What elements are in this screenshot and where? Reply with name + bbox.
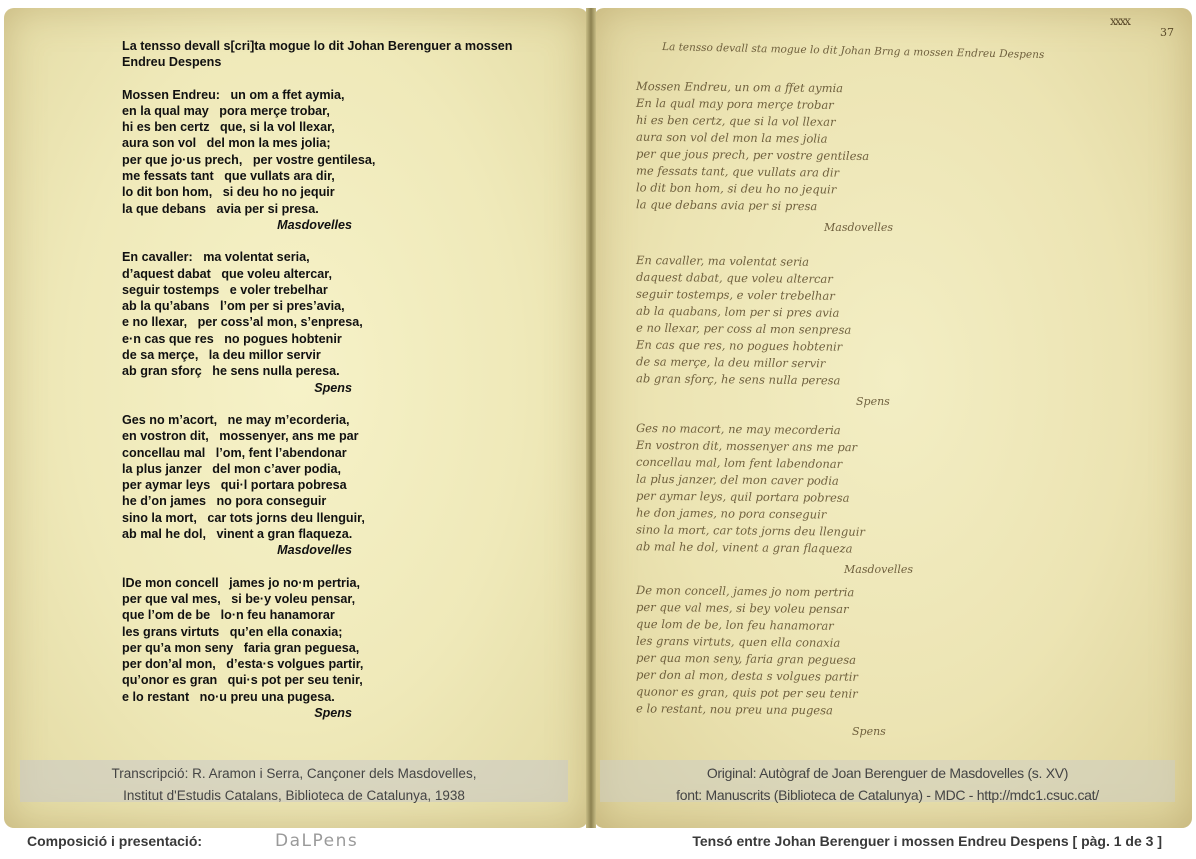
credit-line: Original: Autògraf de Joan Berenguer de Masdovelles (s. XV): [706, 765, 1069, 781]
stanza-4: [122, 575, 552, 722]
verse-line: per qu’a mon seny faria gran peguesa,: [122, 640, 360, 655]
manuscript-line: que lom de be, lon feu hanamorar: [635, 616, 834, 633]
verse-line: En cavaller: ma volentat seria,: [122, 250, 310, 265]
verse-line: les grans virtuts qu’en ella conaxia;: [122, 624, 343, 639]
verse-line: sino la mort, car tots jorns deu llenguir,: [122, 510, 365, 525]
manuscript-line: e no llexar, per coss al mon senpresa: [635, 320, 852, 337]
verse-line: ab gran sforç he sens nulla peresa.: [122, 364, 340, 379]
verse-line: aura son vol del mon la mes jolia;: [122, 136, 331, 151]
manuscript-line: En la qual may pora merçe trobar: [635, 95, 834, 112]
page-title: Tensó entre Johan Berenguer i mossen Endreu Despens [ pàg. 1 de 3 ]: [692, 833, 1162, 849]
verse-line: lDe mon concell james jo no·m pertria,: [122, 575, 360, 590]
manuscript-line: En vostron dit, mossenyer ans me par: [635, 437, 858, 455]
verse-line: ab mal he dol, vinent a gran flaqueza.: [122, 527, 353, 542]
original-credit: [600, 760, 1175, 802]
manuscript-line: la que debans avia per si presa: [635, 197, 818, 214]
credit-line: font: Manuscrits (Biblioteca de Catalunya) - MDC - http://mdc1.csuc.cat/: [676, 787, 1099, 803]
manuscript-line: quonor es gran, quis pot per seu tenir: [635, 684, 858, 701]
manuscript-line: sino la mort, car tots jorns deu llenguir: [635, 522, 865, 539]
manuscript-line: he don james, no pora conseguir: [635, 505, 827, 522]
transcription-credit: [20, 760, 568, 802]
manuscript-signature: Masdovelles: [844, 563, 914, 577]
verse-line: la que debans avia per si presa.: [122, 201, 319, 216]
verse-line: en vostron dit, mossenyer, ans me par: [122, 429, 359, 444]
verse-line: e lo restant no·u preu una pugesa.: [122, 689, 335, 704]
verse-line: me fessats tant que vullats ara dir,: [122, 169, 335, 184]
verse-line: seguir tostemps e voler trebelhar: [122, 282, 328, 297]
manuscript-signature: Spens: [852, 725, 886, 739]
verse-line: e no llexar, per coss’al mon, s’enpresa,: [122, 315, 363, 330]
stanza-3: [122, 412, 552, 559]
dalpens-logo: DaLPens: [275, 831, 359, 851]
manuscript-line: les grans virtuts, quen ella conaxia: [635, 633, 841, 650]
verse-line: d’aquest dabat que voleu altercar,: [122, 266, 332, 281]
verse-line: lo dit bon hom, si deu ho no jequir: [122, 185, 335, 200]
manuscript-line: ab mal he dol, vinent a gran flaqueza: [635, 539, 853, 556]
manuscript-line: hi es ben certz, que si la vol llexar: [635, 112, 836, 129]
manuscript-line: per qua mon seny, faria gran peguesa: [635, 650, 857, 667]
manuscript-line: seguir tostemps, e voler trebelhar: [635, 286, 835, 303]
manuscript-line: aura son vol del mon la mes jolia: [635, 129, 828, 146]
verse-line: e·n cas que res no pogues hobtenir: [122, 331, 342, 346]
manuscript-line: ab gran sforç, he sens nulla peresa: [635, 371, 841, 388]
manuscript-handwriting: [594, 8, 1192, 758]
stanza-signature: Masdovelles: [277, 217, 352, 232]
manuscript-line: concellau mal, lom fent labendonar: [635, 454, 843, 471]
verse-line: per aymar leys qui·l portara pobresa: [122, 478, 347, 493]
manuscript-signature: Spens: [856, 395, 890, 409]
verse-line: concellau mal l’om, fent l’abendonar: [122, 445, 347, 460]
verse-line: en la qual may pora merçe trobar,: [122, 103, 330, 118]
verse-line: he d’on james no pora conseguir: [122, 494, 327, 509]
manuscript-line: per don al mon, desta s volgues partir: [635, 667, 859, 684]
folio-number: 37: [1160, 26, 1174, 39]
stanza-1: [122, 87, 552, 234]
verse-line: Ges no m’acort, ne may m’ecorderia,: [122, 412, 350, 427]
manuscript-line: daquest dabat, que voleu altercar: [635, 269, 833, 286]
verse-line: per que val mes, si be·y voleu pensar,: [122, 591, 356, 606]
stanza-signature: Spens: [314, 705, 352, 720]
verse-line: ab la qu’abans l’om per si pres’avia,: [122, 299, 345, 314]
manuscript-line: Mossen Endreu, un om a ffet aymia: [635, 79, 844, 96]
transcription-text: [122, 38, 552, 737]
manuscript-line: me fessats tant, que vullats ara dir: [635, 163, 840, 180]
verse-line: per don’al mon, d’esta·s volgues partir,: [122, 657, 364, 672]
composition-label: Composició i presentació:: [27, 833, 203, 849]
credit-line: Institut d'Estudis Catalans, Biblioteca de Catalunya, 1938: [123, 788, 465, 803]
stanza-2: [122, 249, 552, 396]
stanza-signature: Spens: [314, 380, 352, 395]
verse-line: de sa merçe, la deu millor servir: [122, 348, 321, 363]
manuscript-line: de sa merçe, la deu millor servir: [635, 354, 826, 371]
manuscript-line: per aymar leys, quil portara pobresa: [635, 488, 850, 505]
verse-line: per que jo·us prech, per vostre gentilesa,: [122, 152, 376, 167]
folio-mark: xxxx: [1110, 14, 1130, 28]
manuscript-line: per que val mes, si bey voleu pensar: [635, 599, 849, 617]
manuscript-line: En cas que res, no pogues hobtenir: [635, 337, 843, 354]
manuscript-line: la plus janzer, del mon caver podia: [635, 471, 839, 488]
manuscript-line: ab la quabans, lom per si pres avia: [635, 303, 840, 320]
manuscript-line: per que jous prech, per vostre gentilesa: [635, 146, 870, 164]
credit-line: Transcripció: R. Aramon i Serra, Cançoner dels Masdovelles,: [111, 766, 477, 781]
verse-line: la plus janzer del mon c’aver podia,: [122, 461, 342, 476]
manuscript-title: La tensso devall sta mogue lo dit Johan Brng a mossen Endreu Despens: [661, 41, 1045, 62]
manuscript-line: En cavaller, ma volentat seria: [635, 253, 810, 269]
poem-title: La tensso devall s[cri]ta mogue lo dit Johan Berenguer a mossen Endreu Despens: [122, 39, 513, 70]
manuscript-line: Ges no macort, ne may mecorderia: [635, 421, 841, 438]
stanza-signature: Masdovelles: [277, 543, 352, 558]
manuscript-line: De mon concell, james jo nom pertria: [635, 583, 855, 600]
manuscript-line: lo dit bon hom, si deu ho no jequir: [635, 180, 837, 197]
verse-line: que l’om de be lo·n feu hanamorar: [122, 608, 335, 623]
manuscript-line: e lo restant, nou preu una pugesa: [635, 701, 833, 718]
verse-line: hi es ben certz que, si la vol llexar,: [122, 120, 335, 135]
manuscript-signature: Masdovelles: [824, 221, 894, 235]
verse-line: Mossen Endreu: un om a ffet aymia,: [122, 87, 345, 102]
verse-line: qu’onor es gran qui·s pot per seu tenir,: [122, 673, 363, 688]
